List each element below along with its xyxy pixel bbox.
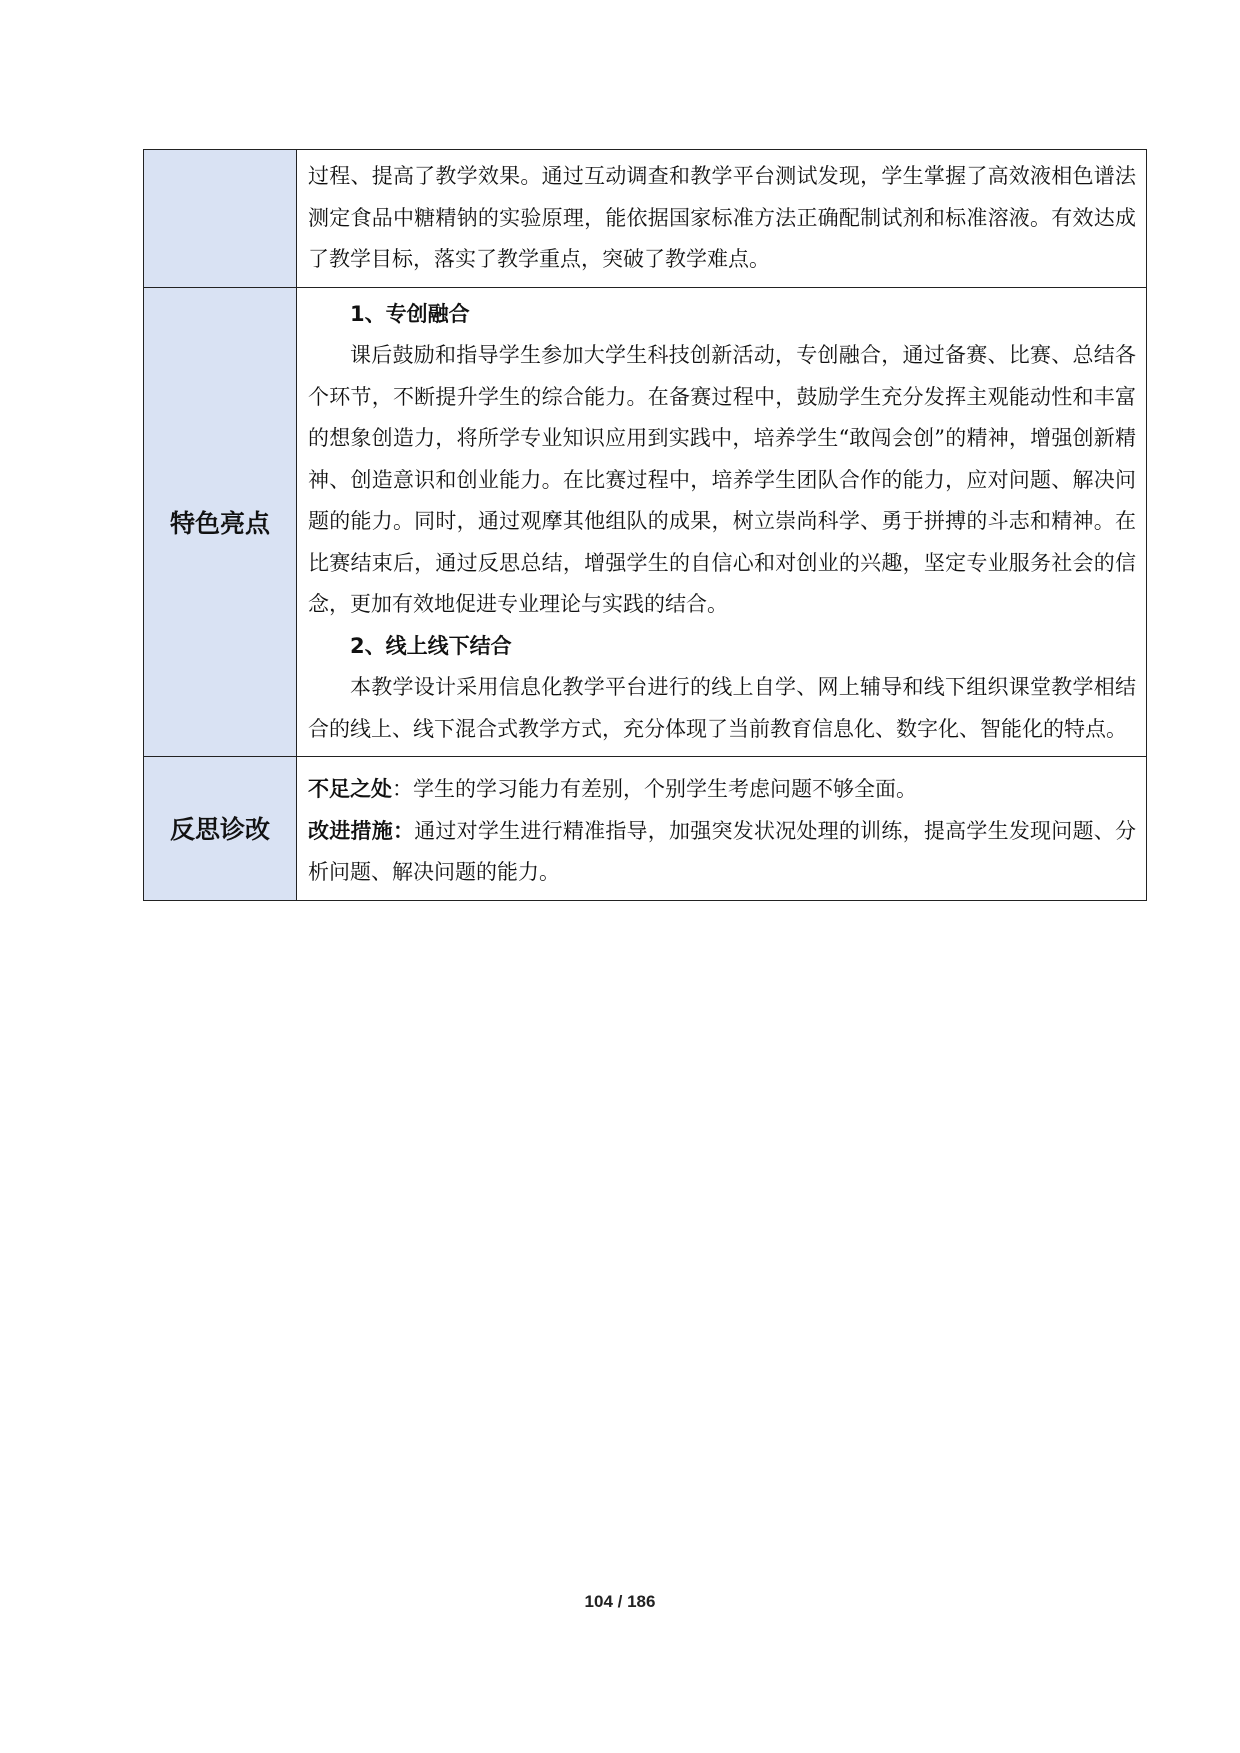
highlight-paragraph-2: 本教学设计采用信息化教学平台进行的线上自学、网上辅导和线下组织课堂教学相结合的线上、线下混合式教学方式，充分体现了当前教育信息化、数字化、智能化的特点。 <box>308 675 1136 741</box>
table-row-reflection <box>144 757 1147 901</box>
evaluation-table <box>143 149 1147 901</box>
improvement-label: 改进措施： <box>308 818 415 843</box>
table-row-effect <box>144 150 1147 288</box>
improvement-text: 通过对学生进行精准指导，加强突发状况处理的训练，提高学生发现问题、分析问题、解决问题的能力。 <box>308 818 1137 884</box>
page-number: 104 / 186 <box>584 1592 656 1611</box>
shortcoming-line <box>308 769 1136 811</box>
row-label-reflection: 反思诊改 <box>144 757 297 901</box>
highlight-paragraph-1: 课后鼓励和指导学生参加大学生科技创新活动，专创融合，通过备赛、比赛、总结各个环节，不断提升学生的综合能力。在备赛过程中，鼓励学生充分发挥主观能动性和丰富的想象创造力，将所学专业知识应用到实践中，培养学生“敢闯会创”的精神，增强创新精神、创造意识和创业能力。在比赛过程中，培养学生团队合作的能力，应对问题、解决问题的能力。同时，通过观摩其他组队的成果，树立崇尚科学、勇于拼搏的斗志和精神。在比赛结束后，通过反思总结，增强学生的自信心和对创业的兴趣，坚定专业服务社会的信念，更加有效地促进专业理论与实践的结合。 <box>308 343 1136 616</box>
shortcoming-label: 不足之处 <box>308 777 392 801</box>
highlight-heading-1: 1、专创融合 <box>350 301 470 326</box>
effect-content <box>297 150 1147 288</box>
row-label-highlights: 特色亮点 <box>144 287 297 757</box>
highlights-content <box>297 287 1147 757</box>
table-row-highlights <box>144 287 1147 757</box>
improvement-line <box>308 811 1136 894</box>
row-label-empty <box>144 150 297 288</box>
shortcoming-text: ：学生的学习能力有差别，个别学生考虑问题不够全面。 <box>392 777 917 801</box>
effect-paragraph: 过程、提高了教学效果。通过互动调查和教学平台测试发现，学生掌握了高效液相色谱法测定食品中糖精钠的实验原理，能依据国家标准方法正确配制试剂和标准溶液。有效达成了教学目标，落实了教学重点，突破了教学难点。 <box>308 164 1136 271</box>
reflection-content <box>297 757 1147 901</box>
highlight-heading-2: 2、线上线下结合 <box>350 633 512 658</box>
